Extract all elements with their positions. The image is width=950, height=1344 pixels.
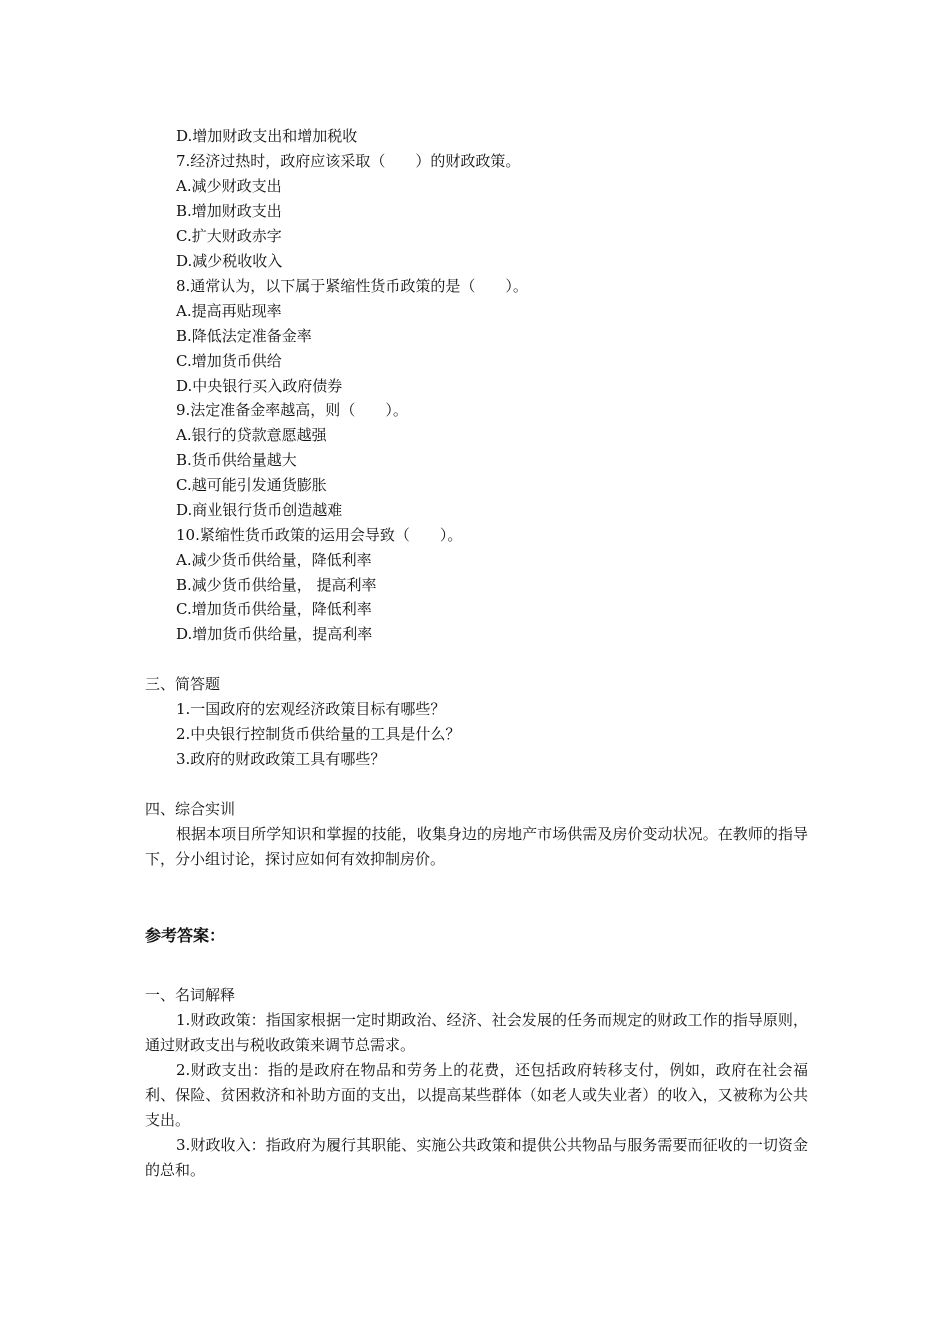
question-line: B.增加财政支出	[176, 202, 282, 220]
question-line: C.增加货币供给	[176, 352, 282, 370]
question-line: B.减少货币供给量， 提高利率	[176, 576, 377, 594]
section-title: 三、简答题	[145, 675, 221, 693]
question-line: C.越可能引发通货膨胀	[176, 476, 327, 494]
section-title: 四、综合实训	[145, 800, 236, 818]
practice-paragraph: 根据本项目所学知识和掌握的技能，收集身边的房地产市场供需及房价变动状况。在教师的指导下，分小组讨论，探讨应如何有效抑制房价。	[145, 825, 808, 868]
answer-paragraph: 3.财政收入：指政府为履行其职能、实施公共政策和提供公共物品与服务需要而征收的一切资金的总和。	[145, 1136, 808, 1179]
question-line: D.增加货币供给量，提高利率	[176, 625, 373, 643]
answers-heading: 参考答案：	[145, 926, 226, 945]
section-title: 一、名词解释	[145, 986, 236, 1004]
question-line: D.减少税收收入	[176, 252, 283, 270]
question-line: D.增加财政支出和增加税收	[176, 127, 358, 145]
question-line: D.中央银行买入政府债券	[176, 377, 343, 395]
question-line: C.扩大财政赤字	[176, 227, 282, 245]
question-line: 3.政府的财政政策工具有哪些？	[176, 750, 386, 768]
question-line: 2.中央银行控制货币供给量的工具是什么？	[176, 725, 461, 743]
question-line: B.货币供给量越大	[176, 451, 297, 469]
question-line: 10.紧缩性货币政策的运用会导致（ ）。	[176, 526, 463, 544]
question-line: A.减少财政支出	[176, 177, 282, 195]
question-line: 7.经济过热时，政府应该采取（ ）的财政政策。	[176, 152, 521, 170]
question-line: A.银行的贷款意愿越强	[176, 426, 327, 444]
answer-paragraph: 2.财政支出：指的是政府在物品和劳务上的花费，还包括政府转移支付，例如，政府在社会福利、保险、贫困救济和补助方面的支出，以提高某些群体（如老人或失业者）的收入，又被称为公共支出。	[145, 1061, 808, 1129]
question-line: 8.通常认为，以下属于紧缩性货币政策的是（ ）。	[176, 277, 528, 295]
question-line: B.降低法定准备金率	[176, 327, 312, 345]
answer-paragraph: 1.财政政策：指国家根据一定时期政治、经济、社会发展的任务而规定的财政工作的指导原则，通过财政支出与税收政策来调节总需求。	[145, 1011, 808, 1054]
question-line: A.提高再贴现率	[176, 302, 282, 320]
question-line: C.增加货币供给量，降低利率	[176, 600, 372, 618]
question-line: A.减少货币供给量，降低利率	[176, 551, 372, 569]
question-line: D.商业银行货币创造越难	[176, 501, 343, 519]
question-line: 9.法定准备金率越高，则（ ）。	[176, 401, 408, 419]
question-line: 1.一国政府的宏观经济政策目标有哪些？	[176, 700, 446, 718]
